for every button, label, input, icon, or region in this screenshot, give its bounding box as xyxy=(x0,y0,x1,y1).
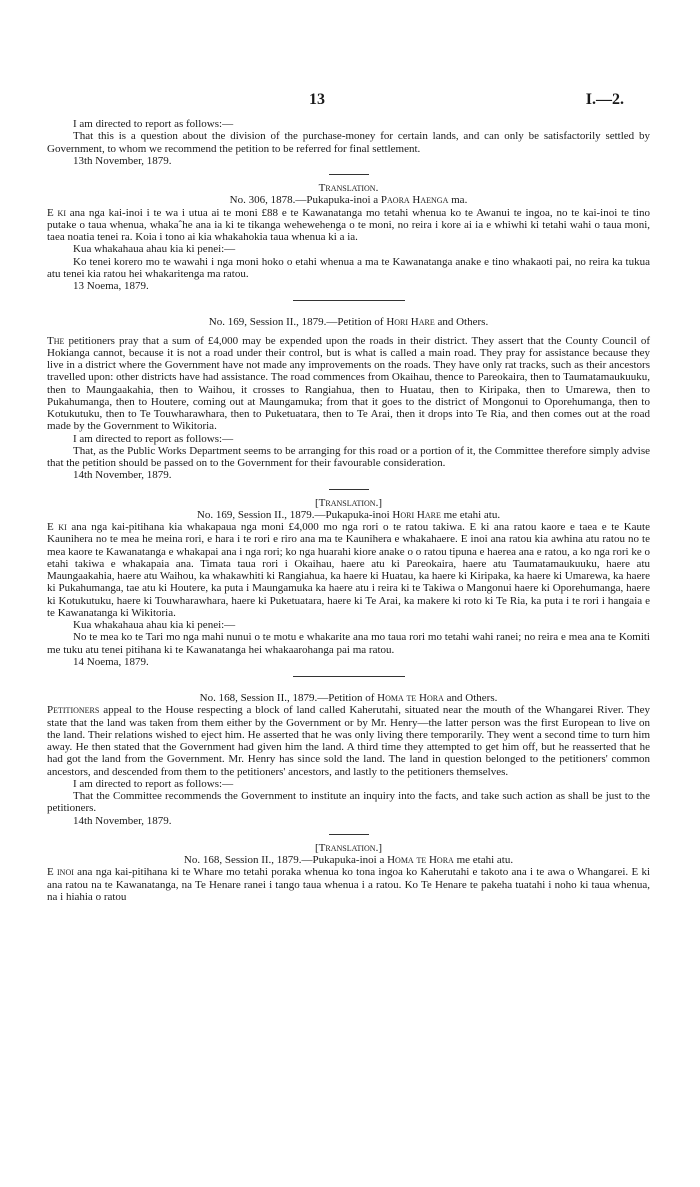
translation-report-text: No te mea ko te Tari mo nga mahi nunui o te motu e whakarite ana mo taua rori mo tetahi wahi ranei; no reira e mea ana te Komiti me tuku atu tenei pitihana ki te Kawanatanga hei whakaarohanga pai ma ratou. xyxy=(47,631,650,656)
petition-report-intro: I am directed to report as follows:— xyxy=(73,432,234,445)
petition-report-intro: I am directed to report as follows:— xyxy=(73,777,234,790)
report-date: 13th November, 1879. xyxy=(73,154,172,167)
petition-report-text: That the Committee recommends the Government to institute an inquiry into the facts, and take such action as shall be just to the petitioners. xyxy=(47,790,650,815)
section-divider xyxy=(293,676,405,677)
petition-date: 14th November, 1879. xyxy=(73,814,172,827)
translation-date: 13 Noema, 1879. xyxy=(73,280,149,292)
petition-report-text: That, as the Public Works Department seems to be arranging for this road or a portion of it, the Committee therefore simply advise that the petition should be passed on to the Government for their favourable consideration. xyxy=(47,444,650,469)
translation-report-intro: Kua whakahaua ahau kia ki penei:— xyxy=(73,243,236,256)
section-divider xyxy=(329,834,369,835)
petition-heading: No. 169, Session II., 1879.—Petition of Hori Hare and Others. xyxy=(208,316,489,329)
page-body xyxy=(47,118,650,903)
petition-paragraph: The petitioners pray that a sum of £4,000 may be expended upon the roads in their district. They assert that the County Council of Hokianga cannot, because it is not a road under their control, but is what is called a main road. They pray for assistance because they live in a district where the Government have not made any improvements on the roads. They have only rat tracks, such as their ancestors travelled upon: other districts have had assistance. The road commences from Okaihau, thence to Pareokaira, then to Taumatamaukuuku, then to Maungaakahia, then to Waihou, it crosses to Rangiahua, then to Huatau, then to Kiripaka, then to Umarewa, then to Pukahumanga, then to Houtere, coming out at Maungamuka; from that it goes to the district of Mongonui to Oporehumanga, then to Kotukutuku, then to Te Touwharawhara, then to Puketuatara, then to Te Arai, then it drops into Te Ria, and then comes out at the road made by the Government to Wikitoria. xyxy=(47,334,650,433)
translation-label: [Translation.] xyxy=(314,841,383,854)
translation-label: Translation. xyxy=(318,182,379,194)
translation-heading: No. 168, Session II., 1879.—Pukapuka-inoi a Homa te Hora me etahi atu. xyxy=(183,854,514,866)
translation-heading: No. 306, 1878.—Pukapuka-inoi a Paora Haenga ma. xyxy=(229,194,468,207)
translation-paragraph: E ki ana nga kai-pitihana kia whakapaua nga moni £4,000 mo nga rori o te ratou takiwa. E ki ana ratou kaore e taea e te Kaute Kaunihera no te mea he meina rori, e hara i te rori e riro ana ma te Kaunihera e whakahaere. E inoi ana ratou kia awhina atu ratou no te mea kaore te Kawanatanga e whakapai ana i nga rori; ko nga huarahi kiore anake o o ratou tipuna e haerea ana e ratou, a ko nga rori ke o etahi takiwa e whakapaia ana. Timata taua rori i Okaihau, haere atu ki Pareokaira, haere atu Taumatamaukuuku, haere atu Maungaakahia, haere atu Waihou, ka whakawhiti ki Rangiahua, ka haere ki Huatau, ka haere ki Kiripaka, ka haere ki Umarewa, ka haere ki Pukahumanga, tae atu ki Houtere, ka puta i Maungamuka ka haere atu i reira ki te Takiwa o Mangonui haere ki Oporehumanga, haere ki Kotukutuku, haere ki Touwharawhara, haere ki Puketuatara, haere ki Te Arai, ka makere ki roto ki Te Ria, ka puta i te rori i hangaia e te Kawanatanga ki Wikitoria. xyxy=(47,521,650,619)
report-intro: I am directed to report as follows:— xyxy=(73,118,234,130)
report-text: That this is a question about the division of the purchase-money for certain lands, and can only be satisfactorily settled by Government, to whom we recommend the petition to be referred for final settlement. xyxy=(47,130,650,155)
section-divider xyxy=(293,300,405,301)
petition-paragraph: Petitioners appeal to the House respecting a block of land called Kaherutahi, situated near the mouth of the Whangarei River. They state that the land was taken from them either by the Government or by Mr. Henry—the latter person was the first European to live on the land. Their relations wished to eject him. He asserted that he was only living there temporarily. They went a second time to turn him away. He then stated that the Government had given him the land. A third time they attempted to get him off, but he reasserted that he had got the land from the Government. Mr. Henry has since sold the land. The land in question belonged to the petitioners' common ancestors, and descended from them to the petitioners' ancestors, and lastly to the petitioners themselves. xyxy=(47,704,650,778)
page-number: 13 xyxy=(309,91,325,108)
petition-heading: No. 168, Session II., 1879.—Petition of Homa te Hora and Others. xyxy=(199,692,498,704)
translation-report-text: Ko tenei korero mo te wawahi i nga moni hoko o etahi whenua a ma te Kawanatanga anake e tino whakaoti pai, no reira ka tukua atu tenei kia ratou hei whakaritenga ma ratou. xyxy=(47,255,650,280)
translation-heading: No. 169, Session II., 1879.—Pukapuka-inoi Hori Hare me etahi atu. xyxy=(196,508,501,521)
translation-paragraph: E ki ana nga kai-inoi i te wa i utua ai te moni £88 e te Kawanatanga mo tetahi whenua ko te Awanui te ingoa, no te kai-inoi te tino putake o taua whenua, whakaˆhe ana ia ki te tikanga wehewehenga o te moni, no reira i kore ai ia e whiwhi ki tetahi wahi o taua moni, taea noatia tenei ra. Koia i tono ai kia whakahokia taua whenua ki a ia. xyxy=(47,206,650,243)
document-reference: I.—2. xyxy=(585,91,624,108)
section-divider xyxy=(329,174,369,175)
translation-paragraph: E inoi ana nga kai-pitihana ki te Whare mo tetahi poraka whenua ko tona ingoa ko Kaherutahi e takoto ana i te awa o Whangarei. E ki ana ratou na te Kawanatanga, na Te Henare ranei i tango taua whenua i a ratou. Ko Te Henare te pakeha tuatahi i noho ki taua whenua, na i hiahia o ratou xyxy=(47,866,650,903)
petition-date: 14th November, 1879. xyxy=(73,469,172,482)
translation-report-intro: Kua whakahaua ahau kia ki penei:— xyxy=(73,619,236,631)
section-divider xyxy=(329,489,369,490)
translation-label: [Translation.] xyxy=(314,496,383,509)
translation-date: 14 Noema, 1879. xyxy=(73,655,149,668)
